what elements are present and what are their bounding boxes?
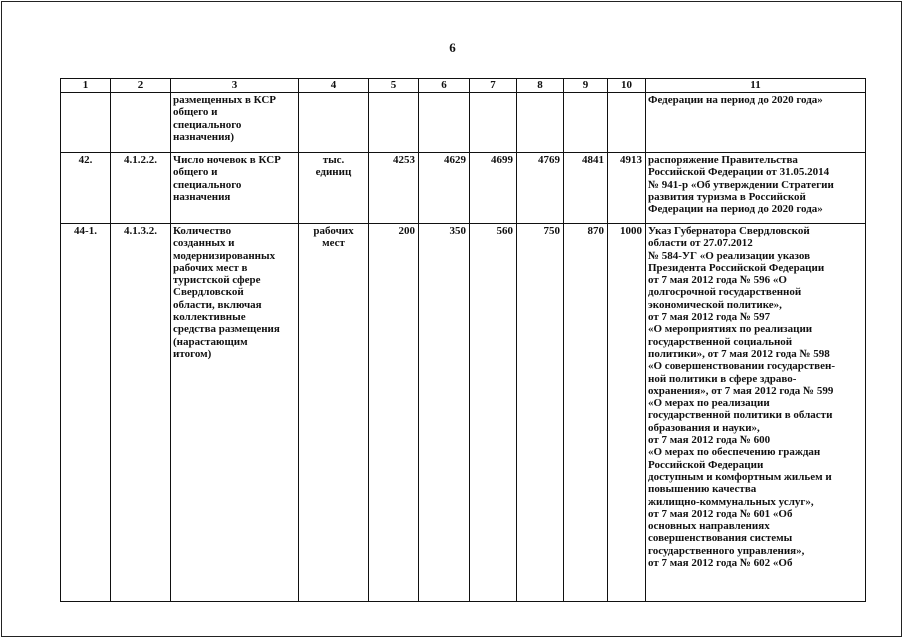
row-number — [61, 93, 111, 153]
value-cell: 4699 — [470, 153, 517, 224]
indicator-name: размещенных в КСР общего и специального назначения) — [171, 93, 299, 153]
value-cell — [470, 93, 517, 153]
value-cell: 560 — [470, 224, 517, 602]
column-header: 7 — [470, 79, 517, 93]
value-cell: 200 — [369, 224, 419, 602]
value-cell — [369, 93, 419, 153]
unit: тыс. единиц — [299, 153, 369, 224]
table-row — [61, 224, 866, 602]
row-code: 4.1.3.2. — [111, 224, 171, 602]
value-cell: 4913 — [608, 153, 646, 224]
column-header: 11 — [646, 79, 866, 93]
indicator-name: Число ночевок в КСР общего и специального назначения — [171, 153, 299, 224]
source-document: Федерации на период до 2020 года» — [646, 93, 866, 153]
unit: рабочих мест — [299, 224, 369, 602]
column-header: 5 — [369, 79, 419, 93]
value-cell — [564, 93, 608, 153]
column-header: 4 — [299, 79, 369, 93]
value-cell — [419, 93, 470, 153]
value-cell: 1000 — [608, 224, 646, 602]
value-cell — [517, 93, 564, 153]
unit — [299, 93, 369, 153]
value-cell: 4841 — [564, 153, 608, 224]
page-number: 6 — [449, 40, 456, 55]
header-row — [61, 79, 866, 93]
column-header: 2 — [111, 79, 171, 93]
value-cell — [608, 93, 646, 153]
column-header: 9 — [564, 79, 608, 93]
indicator-table — [60, 78, 866, 602]
row-code — [111, 93, 171, 153]
value-cell: 350 — [419, 224, 470, 602]
column-header: 3 — [171, 79, 299, 93]
value-cell: 870 — [564, 224, 608, 602]
value-cell: 4629 — [419, 153, 470, 224]
column-header: 1 — [61, 79, 111, 93]
value-cell: 750 — [517, 224, 564, 602]
source-document: Указ Губернатора Свердловской области от 27.07.2012 № 584-УГ «О реализации указов Президента Российской Федерации от 7 мая 2012 года № 596 «О долгосрочной государственной экономической политике», от 7 мая 2012 года № 597 «О мероприятиях по реализации государственной социальной политики», от 7 мая 2012 года № 598 «О совершенствовании государствен- ной политики в сфере здраво- охранения», от 7 мая 2012 года № 599 «О мерах по реализации государственной политики в области образования и науки», от 7 мая 2012 года № 600 «О мерах по обеспечению граждан Российской Федерации доступным и комфортным жильем и повышению качества жилищно-коммунальных услуг», от 7 мая 2012 года № 601 «Об основных направлениях совершенствования системы государственного управления», от 7 мая 2012 года № 602 «Об — [646, 224, 866, 602]
value-cell: 4769 — [517, 153, 564, 224]
row-code: 4.1.2.2. — [111, 153, 171, 224]
table-row — [61, 93, 866, 153]
value-cell: 4253 — [369, 153, 419, 224]
column-header: 10 — [608, 79, 646, 93]
row-number: 42. — [61, 153, 111, 224]
table-row — [61, 153, 866, 224]
indicator-name: Количество созданных и модернизированных рабочих мест в туристской сфере Свердловской области, включая коллективные средства размещения (нарастающим итогом) — [171, 224, 299, 602]
column-header: 6 — [419, 79, 470, 93]
row-number: 44-1. — [61, 224, 111, 602]
column-header: 8 — [517, 79, 564, 93]
source-document: распоряжение Правительства Российской Федерации от 31.05.2014 № 941-р «Об утверждении Стратегии развития туризма в Российской Федерации на период до 2020 года» — [646, 153, 866, 224]
